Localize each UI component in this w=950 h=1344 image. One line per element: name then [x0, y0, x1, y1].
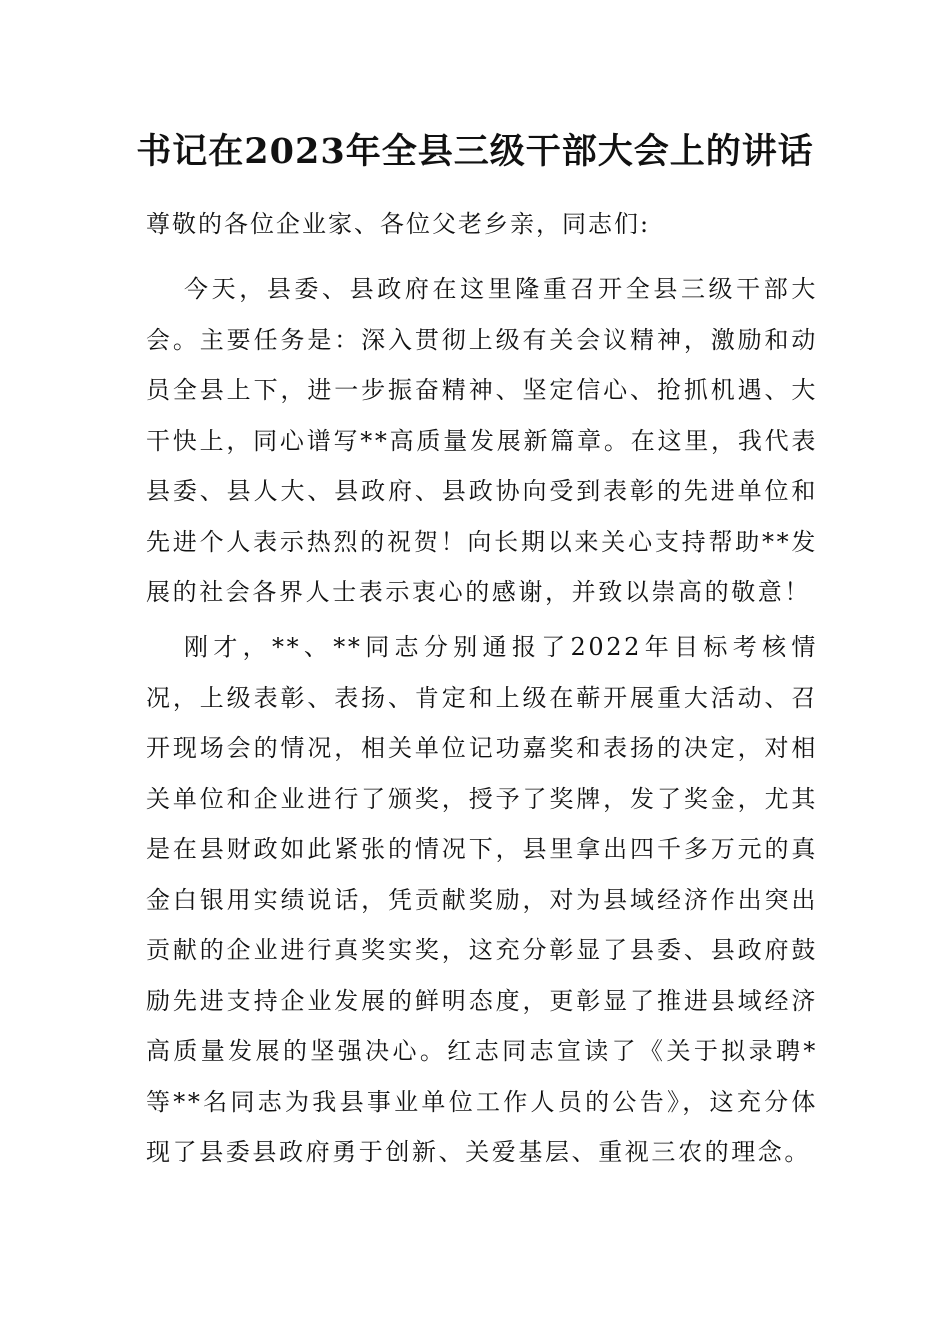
salutation: 尊敬的各位企业家、各位父老乡亲，同志们: [146, 210, 651, 238]
paragraph-1: 今天，县委、县政府在这里隆重召开全县三级干部大会。主要任务是：深入贯彻上级有关会议精神，激励和动员全县上下，进一步振奋精神、坚定信心、抢抓机遇、大干快上，同心谱写**高质量发展新篇章。在这里，我代表县委、县人大、县政府、县政协向受到表彰的先进单位和先进个人表示热烈的祝贺！向长期以来关心支持帮助**发展的社会各界人士表示衷心的感谢，并致以崇高的敬意！ [146, 275, 818, 606]
paragraph-2: 刚才，**、**同志分别通报了2022年目标考核情况，上级表彰、表扬、肯定和上级在蕲开展重大活动、召开现场会的情况，相关单位记功嘉奖和表扬的决定，对相关单位和企业进行了颁奖，授予了奖牌，发了奖金，尤其是在县财政如此紧张的情况下，县里拿出四千多万元的真金白银用实绩说话，凭贡献奖励，对为县域经济作出突出贡献的企业进行真奖实奖，这充分彰显了县委、县政府鼓励先进支持企业发展的鲜明态度，更彰显了推进县域经济高质量发展的坚强决心。红志同志宣读了《关于拟录聘*等**名同志为我县事业单位工作人员的公告》，这充分体现了县委县政府勇于创新、关爱基层、重视三农的理念。 [146, 633, 818, 1166]
document-title: 书记在2023年全县三级干部大会上的讲话 [136, 131, 814, 172]
